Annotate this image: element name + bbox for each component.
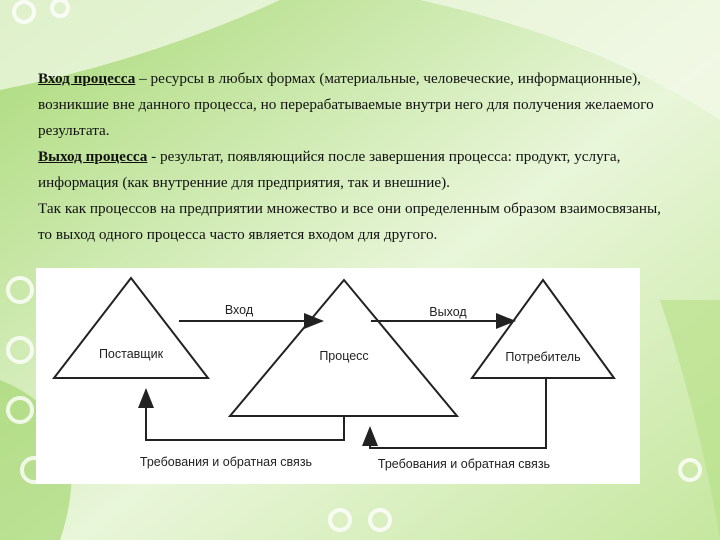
output-arrow-label: Выход <box>429 305 467 319</box>
input-description: – ресурсы в любых формах (материальные, человеческие, информационные), возникшие вне данного процесса, но перерабатываемые внутри него для получения желаемого результата. <box>38 70 654 139</box>
input-definition <box>38 66 678 144</box>
input-term: Вход процесса <box>38 70 136 87</box>
consumer-label: Потребитель <box>505 350 581 364</box>
process-diagram-svg <box>36 268 640 484</box>
supplier-triangle <box>54 278 208 378</box>
interconnection-note: Так как процессов на предприятии множество и все они определенным образом взаимосвязаны, то выход одного процесса часто является входом для другого. <box>38 200 661 243</box>
process-diagram <box>36 268 640 484</box>
output-term: Выход процесса <box>38 148 148 165</box>
feedback-right-label: Требования и обратная связь <box>377 457 551 471</box>
output-definition <box>38 144 678 196</box>
process-triangle <box>230 280 457 416</box>
definitions-text <box>38 66 678 248</box>
input-arrow-label: Вход <box>224 303 254 317</box>
feedback-left-label: Требования и обратная связь <box>139 455 313 469</box>
process-label: Процесс <box>319 349 369 363</box>
output-description: - результат, появляющийся после завершения процесса: продукт, услуга, информация (как внутренние для предприятия, так и внешние). <box>38 148 621 191</box>
supplier-label: Поставщик <box>98 347 164 361</box>
